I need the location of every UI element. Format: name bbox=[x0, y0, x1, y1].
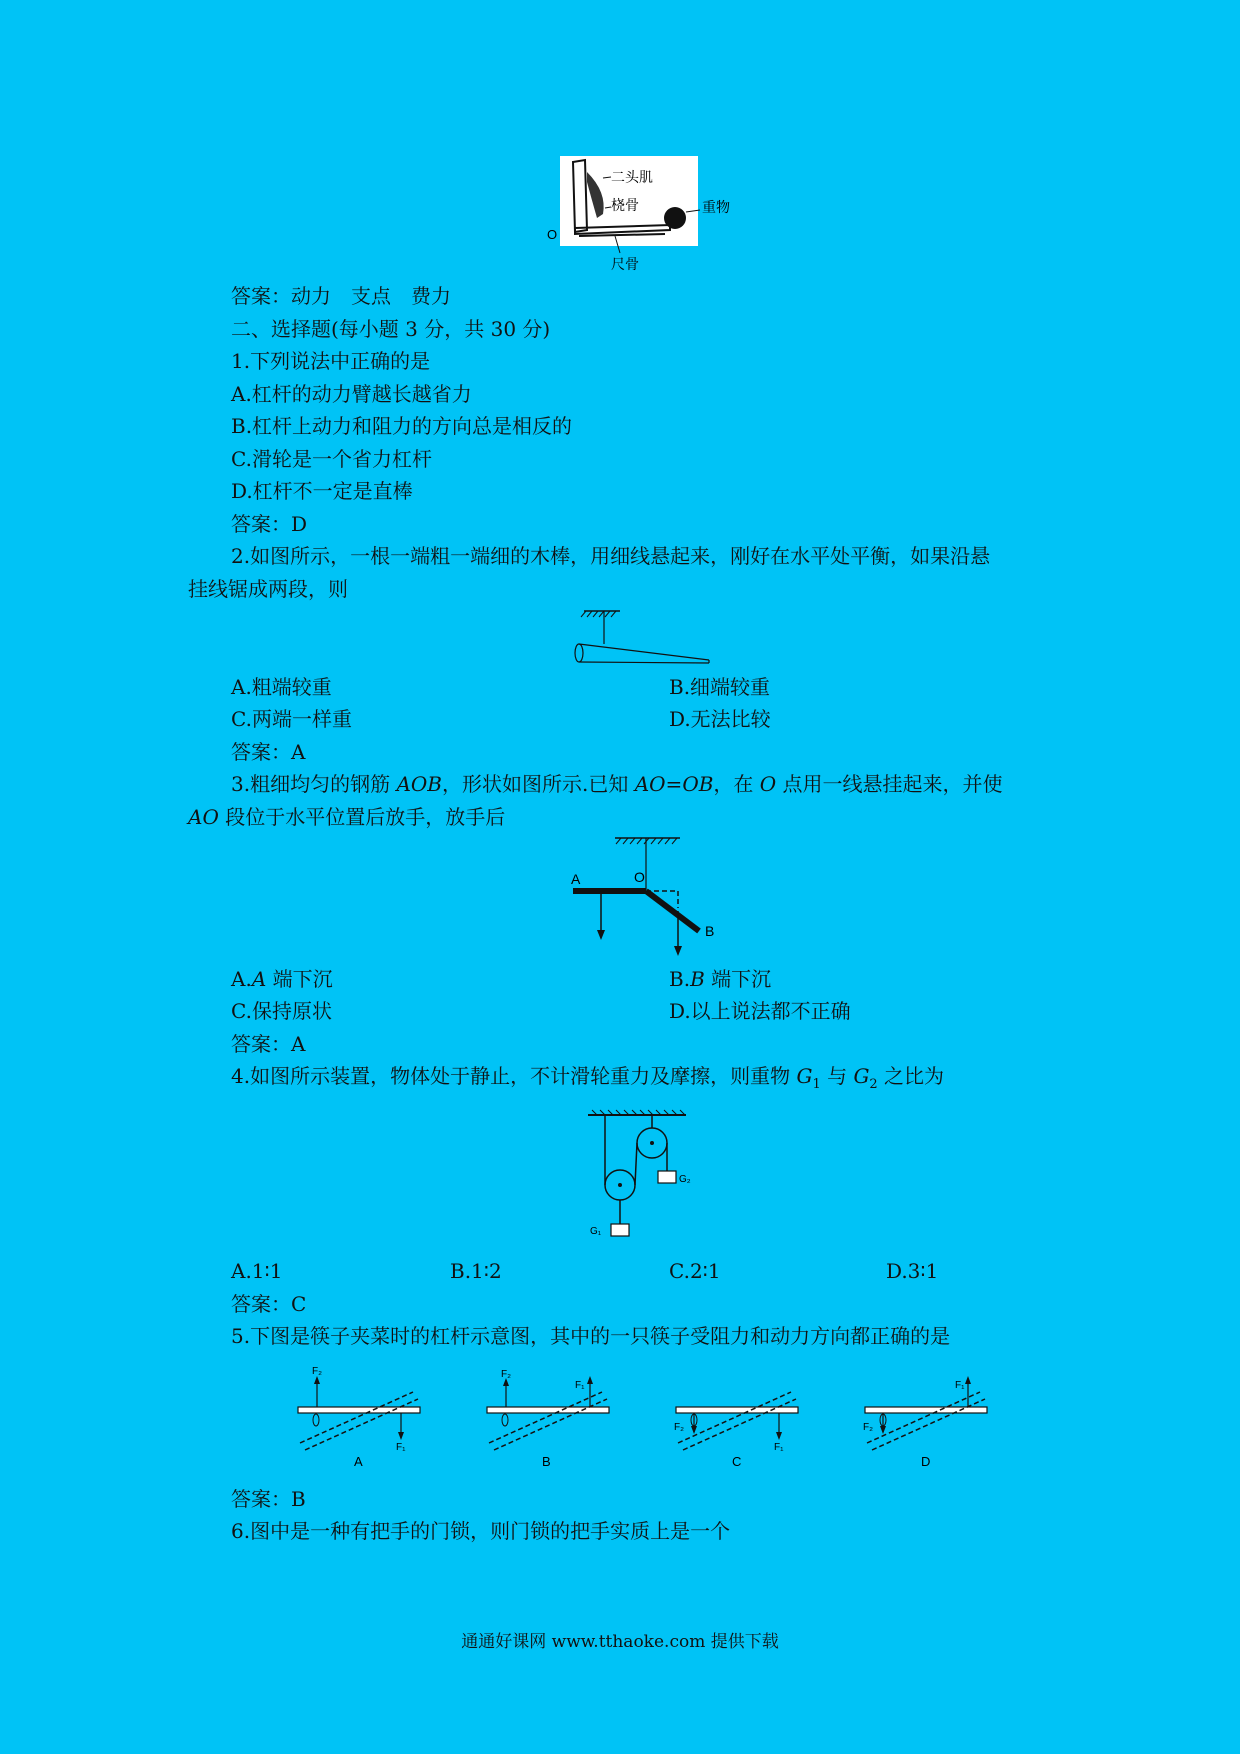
q2-stem-line2: 挂线锯成两段，则 bbox=[188, 577, 348, 601]
option-b-caption: B bbox=[542, 1454, 551, 1469]
radius-label: 桡骨 bbox=[611, 197, 639, 213]
chopsticks-option-b bbox=[479, 1360, 619, 1479]
pulley-figure bbox=[582, 1105, 697, 1244]
biceps-label: 二头肌 bbox=[611, 169, 653, 185]
q1-option-d: D.杠杆不一定是直棒 bbox=[231, 479, 413, 503]
q5-answer: 答案：B bbox=[231, 1487, 306, 1511]
q4-stem: 4.如图所示装置，物体处于静止，不计滑轮重力及摩擦，则重物 $G_1$ 与 $G_2$ 之比为 bbox=[231, 1064, 945, 1092]
page-footer: 通通好课网 www.tthaoke.com 提供下载 bbox=[461, 1632, 779, 1652]
q6-stem: 6.图中是一种有把手的门锁，则门锁的把手实质上是一个 bbox=[231, 1519, 731, 1543]
q1-option-b: B.杠杆上动力和阻力的方向总是相反的 bbox=[231, 414, 573, 438]
ulna-label: 尺骨 bbox=[611, 256, 639, 272]
f1-label: F₁ bbox=[774, 1442, 784, 1453]
q1-option-a: A.杠杆的动力臂越长越省力 bbox=[231, 382, 472, 406]
q2-option-b: B.细端较重 bbox=[669, 675, 771, 699]
q4-option-d: D.3∶1 bbox=[886, 1259, 939, 1283]
g1-label: G₁ bbox=[590, 1226, 602, 1237]
q2-option-a: A.粗端较重 bbox=[231, 675, 332, 699]
point-o-label: O bbox=[634, 869, 645, 885]
option-c-caption: C bbox=[732, 1454, 742, 1469]
weight-label: 重物 bbox=[702, 199, 730, 215]
q3-answer: 答案：A bbox=[231, 1032, 306, 1056]
chopsticks-option-a bbox=[290, 1360, 430, 1479]
q3-option-b: B.B 端下沉 bbox=[669, 967, 772, 991]
q5-stem: 5.下图是筷子夹菜时的杠杆示意图，其中的一只筷子受阻力和动力方向都正确的是 bbox=[231, 1324, 951, 1348]
option-a-caption: A bbox=[354, 1454, 363, 1469]
q1-answer: 答案：D bbox=[231, 512, 308, 536]
point-b-label: B bbox=[705, 923, 715, 939]
pivot-label: O bbox=[547, 227, 558, 242]
q3-option-a: A.A 端下沉 bbox=[231, 967, 333, 991]
f2-label: F₂ bbox=[501, 1369, 511, 1380]
q3-option-d: D.以上说法都不正确 bbox=[669, 999, 851, 1023]
q3-option-c: C.保持原状 bbox=[231, 999, 332, 1023]
q2-option-c: C.两端一样重 bbox=[231, 707, 352, 731]
q1-stem: 1.下列说法中正确的是 bbox=[231, 349, 431, 373]
q4-option-a: A.1∶1 bbox=[231, 1259, 283, 1283]
q4-option-b: B.1∶2 bbox=[450, 1259, 502, 1283]
arm-lever-figure bbox=[545, 152, 765, 281]
section-heading: 二、选择题(每小题 3 分，共 30 分) bbox=[231, 317, 551, 341]
f2-label: F₂ bbox=[674, 1422, 684, 1433]
q4-answer: 答案：C bbox=[231, 1292, 307, 1316]
f1-label: F₁ bbox=[955, 1380, 965, 1391]
q2-stem-line1: 2.如图所示，一根一端粗一端细的木棒，用细线悬起来，刚好在水平处平衡，如果沿悬 bbox=[231, 544, 991, 568]
chopsticks-option-d bbox=[857, 1360, 997, 1479]
q1-option-c: C.滑轮是一个省力杠杆 bbox=[231, 447, 432, 471]
g2-label: G₂ bbox=[679, 1174, 691, 1185]
arm-answer: 答案：动力 支点 费力 bbox=[231, 284, 451, 308]
chopsticks-option-c bbox=[668, 1360, 808, 1479]
option-d-caption: D bbox=[921, 1454, 931, 1469]
f2-label: F₂ bbox=[863, 1422, 873, 1433]
q2-answer: 答案：A bbox=[231, 740, 306, 764]
q3-stem-line1: 3.粗细均匀的钢筋 AOB，形状如图所示.已知 AO=OB，在 O 点用一线悬挂起来，并使 bbox=[231, 772, 1003, 796]
q4-option-c: C.2∶1 bbox=[669, 1259, 721, 1283]
point-a-label: A bbox=[571, 871, 581, 887]
q2-option-d: D.无法比较 bbox=[669, 707, 771, 731]
q3-stem-line2: AO 段位于水平位置后放手，放手后 bbox=[188, 805, 506, 829]
f1-label: F₁ bbox=[396, 1442, 406, 1453]
f2-label: F₂ bbox=[312, 1366, 322, 1377]
tapered-rod-figure bbox=[568, 608, 718, 672]
f1-label: F₁ bbox=[575, 1380, 585, 1391]
bent-rod-figure bbox=[565, 832, 725, 986]
